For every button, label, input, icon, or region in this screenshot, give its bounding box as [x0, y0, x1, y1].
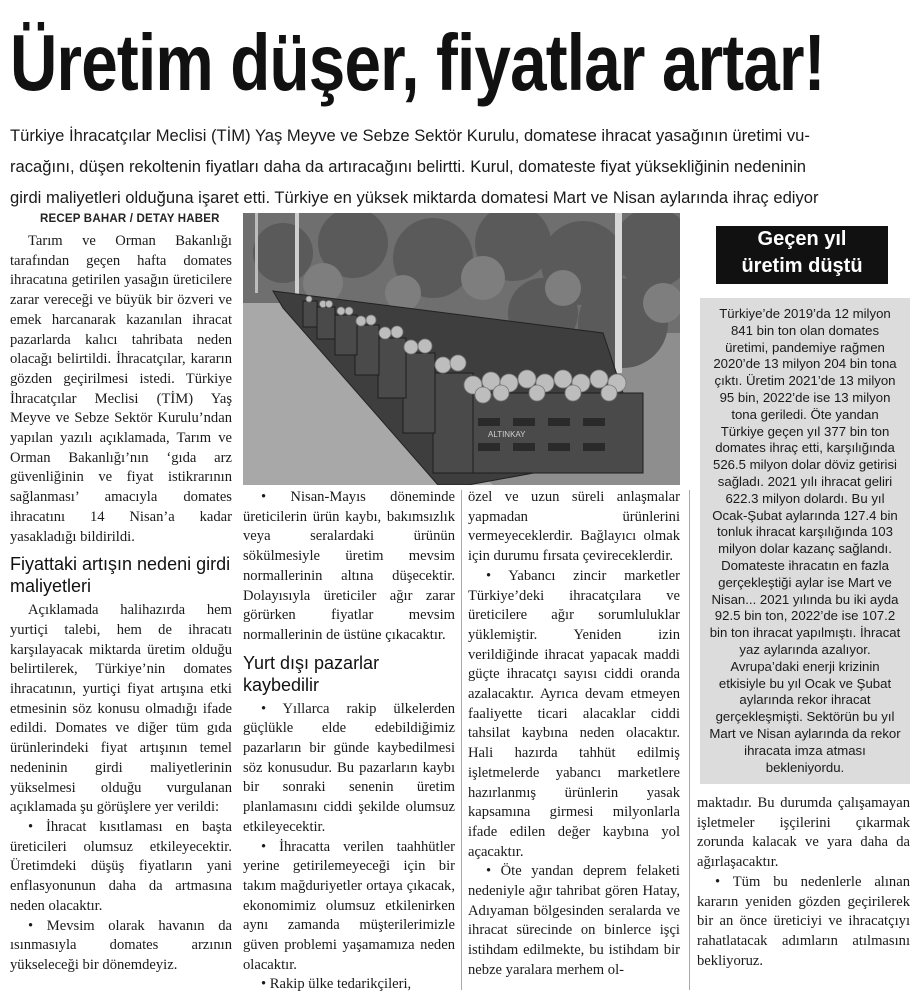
deck-line: girdi maliyetleri olduğuna işaret etti. Türkiye en yüksek miktarda domatesi Mart ve Nisan aylarında ihraç ediyor	[10, 188, 819, 207]
paragraph: • Öte yandan deprem felaketi nedeniyle ağır tahribat gören Hatay, Adıyaman bölgesinden seralarda ve ihracat sürecinde on binlerce işçi istihdam edilmekte, bu istihdam bir nebze yaralara merhem ol-	[468, 863, 680, 978]
paragraph: • Nisan-Mayıs döneminde üreticilerin ürün kaybı, bakımsızlık veya seralardaki ürünün sökülmesiyle üretim mevsim normallerinin altına düşecektir. Dolayısıyla üreticiler ağır zarar görürken fiyatlar mevsim normallerinin de üstüne çıkacaktır.	[243, 489, 455, 643]
column-divider	[461, 490, 462, 990]
crate-label: ALTINKAY	[488, 430, 526, 439]
sidebar-box	[700, 298, 910, 784]
byline: RECEP BAHAR / DETAY HABER	[40, 213, 220, 225]
subhead: Fiyattaki artışın nedeni girdi maliyetleri	[10, 554, 231, 597]
paragraph: Tarım ve Orman Bakanlığı tarafından geçen hafta domates ihracatına getirilen yasağın üreticilere zarar vereceği ve büyük bir özveri ve emek harcanarak kazanılan ihracat pazarlarda kalıcı tahribata neden olacağı belirtildi. İhracatçılar, kararın gözden geçirilmesi istedi. Türkiye İhracatçılar Meclisi (TİM) Yaş Meyve ve Sebze Sektör Kurulu’ndan yapılan yazılı açıklamada, Tarım ve Orman Bakanlığı’nın ‘gıda arz güvenliğinin ve fiyat istikrarının sağlanması’ amacıyla domates ihracatını 14 Nisan’a kadar yasakladığı bildirildi.	[10, 233, 232, 545]
column-3	[468, 488, 680, 981]
column-divider	[689, 490, 690, 990]
paragraph: • İhracat kısıtlaması en başta üreticileri olumsuz etkileyecektir. Üretimdeki düşüş fiyatların yani enflasyonunun daha da artmasına neden olacaktır.	[10, 818, 232, 914]
paragraph: • Rakip ülke tedarikçileri,	[261, 976, 412, 993]
paragraph: Açıklamada halihazırda hem yurtiçi talebi, hem de ihracatı karşılayacak miktarda üretim olduğu belirtilerek, Türkiye’nin domates ihracatının, yurtiçi fiyat artışına etki etmesinin söz konusu olmadığı ifade edildi. Domates ve diğer tüm gıda ürünlerindeki fiyat artışının temel nedeninin girdi maliyetlerinin yükselmesi olduğu vurgulanan açıklamada şu görüşlere yer verildi:	[10, 602, 232, 816]
column-2	[243, 488, 455, 995]
paragraph: • Mevsim olarak havanın da ısınmasıyla domates arzının yükseleceği bir dönemdeyiz.	[10, 917, 232, 973]
paragraph: • Tüm bu nedenlerle alınan kararın yeniden gözden geçirilerek bir an önce üreticiyi ve ihracatçıyı rahatlatacak adımların atılmasını bekliyoruz.	[697, 873, 910, 969]
deck	[10, 120, 910, 213]
column-1	[10, 232, 232, 976]
sidebar-text: Türkiye’de 2019’da 12 milyon 841 bin ton olan domates üretimi, pandemiye rağmen 2020’de 13 milyon 204 bin tona çıktı. Üretim 2021’de 13 milyon 95 bin, 2022’de ise 13 milyon tona geriledi. Öte yandan Türkiye geçen yıl 377 bin ton domates ihraç etti, karşılığında 526.5 milyon dolar döviz getirisi sağladı. 2021 yılı ihracat geliri 622.3 milyon dolardı. Bu yıl Ocak-Şubat aylarında 127.4 bin tonluk ihracat karşılığında 103 milyon dolar kazanç sağlandı. Domateste ihracatın en fazla gerçekleştiği aylar ise Mart ve Nisan... 2021 yılında bu iki ayda 92.5 bin ton, 2022’de ise 107.2 bin ton ihracat yapılmıştı. İhracat yaz aylarında azalıyor. Avrupa’daki enerji krizinin etkisiyle bu yıl Ocak ve Şubat aylarında rekor ihracat gerçekleşmişti. Sektörün bu yıl Mart ve Nisan aylarında da rekor ihracata imza atması bekleniyordu.	[709, 306, 901, 775]
photo-illustration	[243, 213, 680, 485]
paragraph: • Yabancı zincir marketler Türkiye’deki ihracatçılara ve üreticilere ağır sorumluluklar yüklemiştir. Yeniden izin verildiğinde ihracat yapacak maddi güçte ihracatçı sayısı ciddi oranda azalacaktır. Ayrıca devam etmeyen faaliyette ticari alacaklar ciddi tahsilat kaybına neden olacaktır. Hali hazırda tahhüt edilmiş işletmelerde yabancı marketlere hazırlanmış ürünlerin yasak kapsamına girmesi milyonlarla ifade edilen değer kaybına yol açacaktır.	[468, 567, 680, 860]
tomato-greenhouse-photo	[243, 213, 680, 485]
paragraph: • Yıllarca rakip ülkelerden güçlükle elde edebildiğimiz pazarların bir günde kaybedilmesi söz konusudur. Bu pazarların kaybı bir sonraki senenin üretim planlamasını ciddi şekilde olumsuz etkileyecektir.	[243, 700, 455, 835]
sidebar-title	[716, 226, 888, 284]
deck-line: racağını, düşen rekoltenin fiyatları daha da artıracağını belirtti. Kurul, domateste fiyat yüksekliğinin nedeninin	[10, 157, 807, 176]
column-4	[697, 794, 910, 971]
paragraph: • İhracatta verilen taahhütler yerine getirilemeyeceği için bir takım mağduriyetler ortaya çıkacak, ekonomimiz olumsuz etkilenirken aynı zamanda müşterilerimizle güven problemi yaşamamıza neden olacaktır.	[243, 838, 455, 973]
headline: Üretim düşer, fiyatlar artar!	[10, 18, 825, 107]
subhead: Yurt dışı pazarlar kaybedilir	[243, 652, 380, 695]
deck-line: Türkiye İhracatçılar Meclisi (TİM) Yaş Meyve ve Sebze Sektör Kurulu, domatese ihracat yasağının üretimi vu-	[10, 126, 810, 145]
sidebar-title-line: Geçen yıl	[757, 228, 847, 250]
sidebar-title-line: üretim düştü	[741, 255, 863, 277]
paragraph: maktadır. Bu durumda çalışamayan işletmeler işçilerini çıkarmak zorunda kalacak ve yara daha da ağırlaşacaktır.	[697, 795, 910, 871]
paragraph: özel ve uzun süreli anlaşmalar yapmadan ürünlerini vermeyeceklerdir. Bağlayıcı olmak için durumu fırsata çevireceklerdir.	[468, 489, 680, 565]
